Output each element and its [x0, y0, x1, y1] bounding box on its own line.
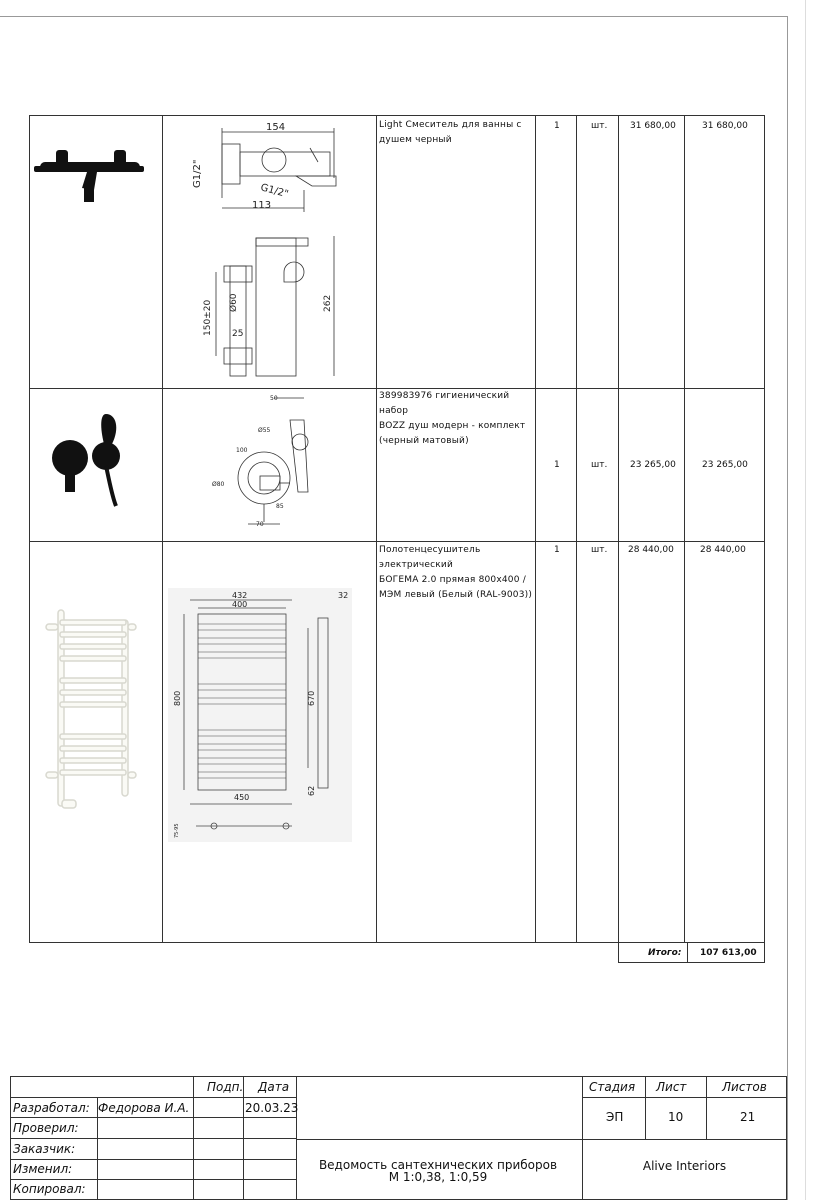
sign-header: Подп.: [207, 1080, 244, 1094]
item-name: [379, 543, 539, 603]
sheet-header: Лист: [656, 1080, 687, 1094]
item-name-line: душем черный: [379, 135, 452, 145]
dim-800: 800: [173, 690, 182, 706]
dim-450: 450: [234, 793, 250, 802]
item-name-line: (черный матовый): [379, 436, 469, 446]
dim-432: 432: [232, 591, 248, 600]
dim-32: 32: [338, 591, 349, 600]
document-scale: М 1:0,38, 1:0,59: [388, 1170, 488, 1184]
item-unit: шт.: [591, 545, 608, 555]
role-changed-label: Изменил:: [13, 1162, 73, 1176]
company-name: Alive Interiors: [642, 1159, 727, 1173]
dim-70: 70: [256, 521, 264, 528]
role-developed-label: Разработал:: [13, 1101, 90, 1115]
dim-g12-left: G1/2": [192, 159, 203, 188]
document-title-line: Ведомость сантехнических приборов: [318, 1158, 558, 1172]
item-qty: 1: [554, 545, 560, 555]
item-price: 23 265,00: [630, 460, 676, 470]
frame-right-line: [787, 16, 788, 1200]
item-price: 31 680,00: [630, 121, 676, 131]
item-name-line: электрический: [379, 560, 454, 570]
sheet-value: 10: [668, 1110, 684, 1124]
sheets-header: Листов: [722, 1080, 767, 1094]
dim-d80: Ø80: [212, 481, 225, 488]
bath-mixer-drawing-top: [186, 118, 356, 218]
item-name-line: Полотенцесушитель: [379, 545, 481, 555]
item-total: 28 440,00: [700, 545, 746, 555]
document-title: [296, 1159, 580, 1183]
item-name-line: Light Смеситель для ванны с: [379, 120, 522, 130]
item-unit: шт.: [591, 460, 608, 470]
dim-50: 50: [270, 395, 278, 402]
dim-85: 85: [276, 503, 284, 510]
date-header: Дата: [258, 1080, 290, 1094]
dim-670: 670: [307, 690, 316, 706]
developed-date: 20.03.23: [245, 1101, 299, 1115]
item-name-line: МЭМ левый (Белый (RAL-9003)): [379, 590, 533, 600]
bath-mixer-drawing-side: [196, 232, 346, 378]
dim-100: 100: [236, 447, 248, 454]
role-copied-label: Копировал:: [13, 1182, 86, 1196]
specification-table: [29, 115, 765, 943]
item-name-line: BOZZ душ модерн - комплект: [379, 421, 526, 431]
dim-150-20: 150±20: [203, 299, 213, 336]
item-name: [379, 118, 534, 148]
item-price: 28 440,00: [628, 545, 674, 555]
dim-400: 400: [232, 600, 248, 609]
dim-g12-mid: G1/2": [259, 182, 290, 201]
role-checked-label: Проверил:: [13, 1121, 79, 1135]
total-label: Итого:: [648, 948, 682, 958]
item-name: [379, 389, 539, 449]
hygienic-set-photo: [40, 404, 140, 508]
item-total: 31 680,00: [702, 121, 748, 131]
dim-62: 62: [307, 785, 316, 796]
dim-75-95: 75-95: [174, 823, 180, 838]
dim-25: 25: [232, 329, 244, 339]
item-qty: 1: [554, 121, 560, 131]
dim-154: 154: [266, 122, 286, 133]
hygienic-set-drawing: [204, 392, 330, 532]
item-unit: шт.: [591, 121, 608, 131]
towel-warmer-drawing: [168, 588, 352, 842]
towel-warmer-photo: [42, 606, 138, 818]
sheets-value: 21: [740, 1110, 756, 1124]
dim-113: 113: [252, 200, 272, 211]
item-qty: 1: [554, 460, 560, 470]
page-edge-line: [805, 0, 806, 1200]
stage-value: ЭП: [606, 1110, 624, 1124]
frame-top-line: [0, 16, 788, 17]
total-value: 107 613,00: [700, 948, 757, 958]
dim-d60: Ø60: [229, 293, 239, 312]
role-customer-label: Заказчик:: [13, 1142, 76, 1156]
stage-header: Стадия: [589, 1080, 636, 1094]
item-total: 23 265,00: [702, 460, 748, 470]
item-name-line: БОГЕМА 2.0 прямая 800х400 /: [379, 575, 526, 585]
dim-262: 262: [323, 294, 333, 312]
developer-name: Федорова И.А.: [98, 1101, 190, 1115]
bath-mixer-photo: [32, 140, 150, 210]
dim-d55: Ø55: [258, 427, 271, 434]
item-name-line: 389983976 гигиенический набор: [379, 391, 510, 416]
